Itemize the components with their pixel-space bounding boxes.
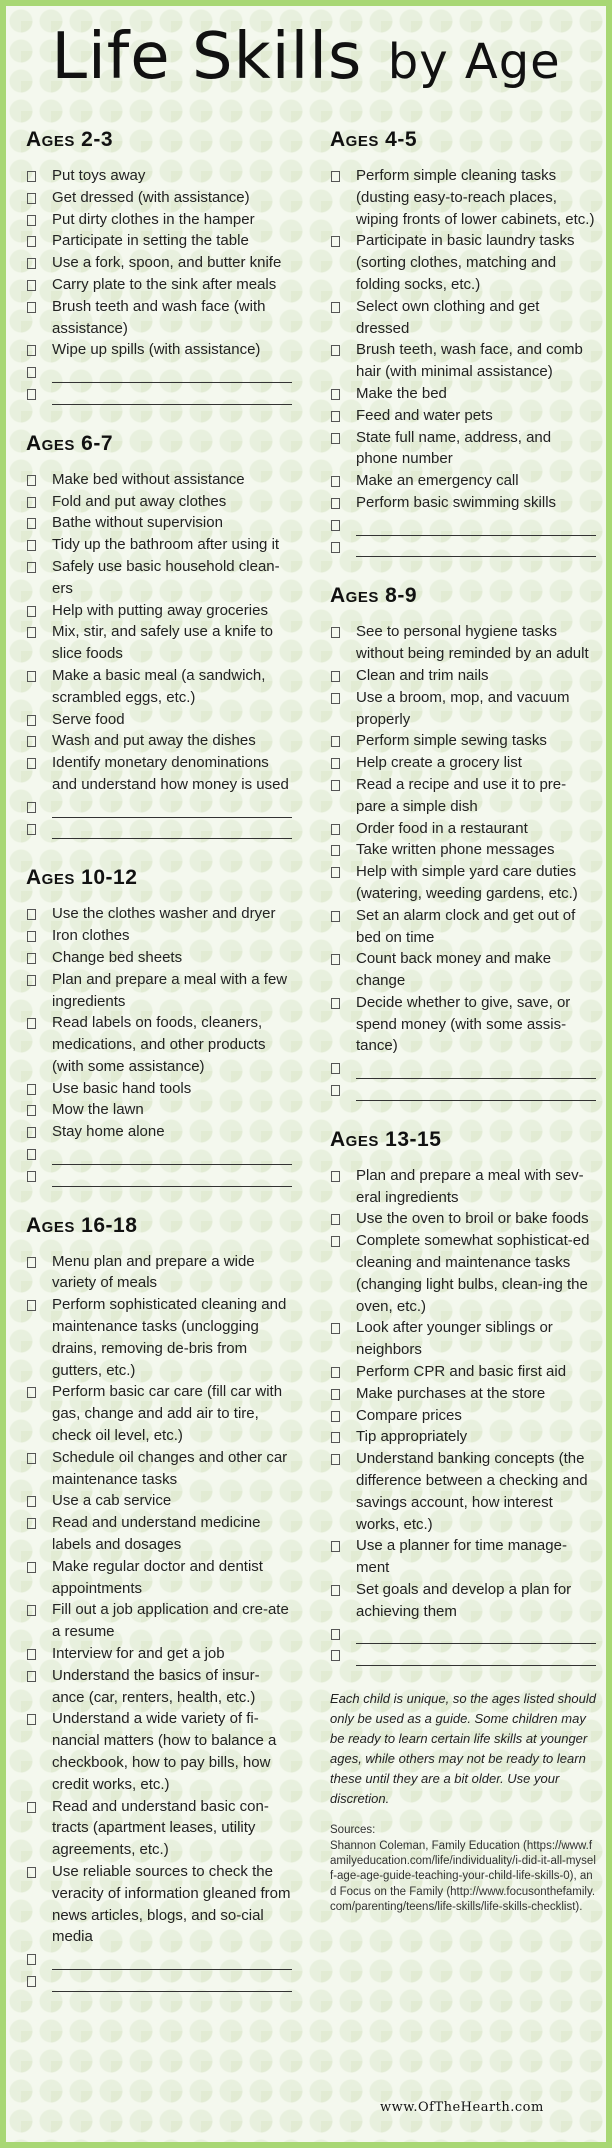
checklist-item [330, 339, 596, 383]
checklist-item-text: Clean and trim nails [356, 666, 489, 684]
checklist-item-text: Take written phone messages [356, 841, 555, 859]
age-section [26, 432, 292, 840]
checkbox-icon[interactable] [27, 909, 36, 920]
section-heading: Ages 13-15 [330, 1127, 442, 1151]
checklist-item-text: Count back money and make change [356, 950, 552, 990]
checklist-item [26, 534, 292, 556]
checklist-item-text: Complete somewhat sophisticat-ed cleaning and maintenance tasks (changing light bulbs, clean-ing the oven, etc.) [356, 1232, 590, 1315]
checklist-item-text: Perform basic car care (fill car with gas, change and add air to tire, check oil level, etc.) [52, 1383, 283, 1445]
checklist-item [26, 1708, 292, 1795]
checklist-item-text: Iron clothes [52, 927, 130, 945]
checklist-item [26, 969, 292, 1013]
checklist-item [330, 905, 596, 949]
section-heading: Ages 2-3 [26, 128, 114, 151]
checkbox-icon[interactable] [27, 1867, 36, 1878]
checkbox-icon[interactable] [27, 627, 36, 638]
checklist-item-text: Wash and put away the dishes [52, 732, 256, 750]
checklist-item-text: Order food in a restaurant [356, 819, 528, 837]
checkbox-icon[interactable] [331, 1411, 340, 1422]
checkbox-icon[interactable] [331, 824, 340, 835]
checkbox-icon[interactable] [331, 302, 340, 313]
checkbox-icon[interactable] [331, 1585, 340, 1596]
checkbox-icon[interactable] [331, 736, 340, 747]
checkbox-icon[interactable] [27, 1976, 36, 1987]
checkbox-icon[interactable] [27, 824, 36, 835]
blank-line[interactable] [52, 368, 292, 383]
checklist-item-text: Decide whether to give, save, or spend money (with some assis-tance) [356, 993, 571, 1055]
checkbox-icon[interactable] [27, 193, 36, 204]
checklist-item-text: Use a fork, spoon, and butter knife [52, 254, 282, 272]
blank-line[interactable] [52, 1150, 292, 1165]
blank-checklist-item [330, 1079, 596, 1101]
checklist-item [330, 470, 596, 492]
checklist-item-text: Read and understand medicine labels and dosages [52, 1514, 261, 1554]
checklist-item-text: Perform simple cleaning tasks (dusting easy-to-reach places, wiping fronts of lower cabinets, etc.) [356, 167, 595, 228]
age-section [26, 128, 292, 405]
sources-text: Shannon Coleman, Family Education (https://www.familyeducation.com/life/individuality/i-did-it-all-myself-age-age-guide-teaching-your-child-life-skills-0), and Focus on the Family (http://www.focusonthefamily.com/parenting/teens/life-skills/life-skills-checklist). [330, 1839, 596, 1914]
checkbox-icon[interactable] [331, 627, 340, 638]
checklist-item-text: Get dressed (with assistance) [52, 188, 250, 206]
left-column [26, 128, 292, 2019]
checklist-item [330, 1535, 596, 1579]
checklist-item [26, 187, 292, 209]
checklist-item-text: Fill out a job application and cre-ate a resume [52, 1601, 289, 1641]
checklist-item [26, 1251, 292, 1295]
checklist-item-text: Participate in setting the table [52, 232, 249, 250]
sources [330, 1823, 596, 1915]
checkbox-icon[interactable] [27, 1802, 36, 1813]
checklist-item [330, 1405, 596, 1427]
checkbox-icon[interactable] [27, 475, 36, 486]
checklist-item-text: Understand a wide variety of fi-nancial matters (how to balance a checkbook, how to pay bills, how credit works, etc.) [52, 1710, 277, 1793]
blank-checklist-item [26, 1165, 292, 1187]
checkbox-icon[interactable] [27, 497, 36, 508]
checklist-item [330, 405, 596, 427]
checklist-item-text: Schedule oil changes and other car maintenance tasks [52, 1448, 288, 1488]
section-heading: Ages 6-7 [26, 431, 114, 455]
checklist-item [330, 1579, 596, 1623]
checklist-item [26, 1512, 292, 1556]
checkbox-icon[interactable] [331, 1214, 340, 1225]
checklist-item-text: Understand the basics of insur-ance (car, renters, health, etc.) [52, 1666, 260, 1706]
checkbox-icon[interactable] [27, 1300, 36, 1311]
checkbox-icon[interactable] [27, 518, 36, 529]
checklist-item [26, 1796, 292, 1861]
checklist-item [330, 1383, 596, 1405]
checklist-item-text: Menu plan and prepare a wide variety of meals [52, 1252, 255, 1292]
age-section [26, 1214, 292, 1992]
checklist-item-text: Feed and water pets [356, 406, 493, 424]
checkbox-icon[interactable] [331, 845, 340, 856]
checklist-item-text: Make bed without assistance [52, 470, 245, 488]
checkbox-icon[interactable] [27, 1954, 36, 1965]
checklist-item [26, 1099, 292, 1121]
section-heading: Ages 16-18 [26, 1213, 138, 1237]
checklist-item [330, 1165, 596, 1209]
checkbox-icon[interactable] [331, 1323, 340, 1334]
checklist-item [330, 1317, 596, 1361]
blank-line[interactable] [52, 824, 292, 839]
checklist-item-text: Perform CPR and basic first aid [356, 1363, 567, 1381]
checklist-item [330, 296, 596, 340]
checklist-item-text: Mow the lawn [52, 1101, 144, 1119]
checklist-item-text: Understand banking concepts (the difference between a checking and savings account, how interest works, etc.) [356, 1450, 588, 1533]
checkbox-icon[interactable] [331, 345, 340, 356]
blank-checklist-item [26, 1143, 292, 1165]
checklist-item-text: Perform sophisticated cleaning and maintenance tasks (unclogging drains, removing de-bris from gutters, etc.) [52, 1296, 287, 1379]
checklist-item-text: Select own clothing and get dressed [356, 297, 540, 337]
checklist-item-text: Help with putting away groceries [52, 601, 268, 619]
checklist-item-text: Put toys away [52, 167, 146, 184]
checklist-item-text: Make the bed [356, 384, 447, 402]
checklist-item-text: Read labels on foods, cleaners, medications, and other products (with some assistance) [52, 1014, 266, 1075]
checkbox-icon[interactable] [27, 1518, 36, 1529]
checklist-item [26, 1381, 292, 1446]
blank-checklist-item [26, 1970, 292, 1992]
checklist-item-text: State full name, address, and phone number [356, 428, 552, 468]
blank-line[interactable] [52, 1977, 292, 1992]
blank-line[interactable] [356, 1086, 596, 1101]
checklist-item [330, 687, 596, 731]
checklist-item-text: Read and understand basic con-tracts (apartment leases, utility agreements, etc.) [52, 1797, 269, 1859]
checkbox-icon[interactable] [27, 715, 36, 726]
checklist-item-text: Tip appropriately [356, 1428, 468, 1446]
checkbox-icon[interactable] [331, 433, 340, 444]
blank-line[interactable] [356, 1064, 596, 1079]
checklist-item [26, 274, 292, 296]
checkbox-icon[interactable] [331, 911, 340, 922]
checklist-item-text: Interview for and get a job [52, 1645, 225, 1663]
checkbox-icon[interactable] [331, 411, 340, 422]
checkbox-icon[interactable] [331, 542, 340, 553]
checklist-item-text: Plan and prepare a meal with a few ingredients [52, 970, 288, 1010]
checklist-item-text: Plan and prepare a meal with sev-eral ingredients [356, 1166, 584, 1206]
checkbox-icon[interactable] [331, 171, 340, 182]
checklist-item [26, 252, 292, 274]
checklist-item-text: Change bed sheets [52, 948, 183, 966]
checklist-item [26, 469, 292, 491]
checkbox-icon[interactable] [27, 1671, 36, 1682]
age-section [330, 128, 596, 557]
blank-line[interactable] [52, 1955, 292, 1970]
checkbox-icon[interactable] [27, 1649, 36, 1660]
checklist-item [26, 556, 292, 600]
checklist-item-text: Brush teeth, wash face, and comb hair (with minimal assistance) [356, 341, 583, 381]
checklist-item [330, 492, 596, 514]
blank-checklist-item [330, 1623, 596, 1645]
checklist-item [26, 1643, 292, 1665]
checklist-item-text: Serve food [52, 710, 125, 728]
blank-checklist-item [330, 1057, 596, 1079]
section-heading: Ages 4-5 [330, 128, 418, 151]
blank-line[interactable] [52, 1172, 292, 1187]
checklist-item [330, 665, 596, 687]
checkbox-icon[interactable] [331, 1171, 340, 1182]
checkbox-icon[interactable] [331, 498, 340, 509]
checkbox-icon[interactable] [331, 954, 340, 965]
checklist-item-text: Use the clothes washer and dryer [52, 905, 276, 923]
checklist-item [330, 230, 596, 295]
checklist-item [26, 752, 292, 796]
checkbox-icon[interactable] [27, 236, 36, 247]
checklist-item-text: Look after younger siblings or neighbors [356, 1319, 553, 1359]
checklist-item-text: Tidy up the bathroom after using it [52, 536, 280, 554]
checkbox-icon[interactable] [331, 476, 340, 487]
checkbox-icon[interactable] [27, 562, 36, 573]
checklist-item [330, 165, 596, 230]
checklist-item-text: Make regular doctor and dentist appointments [52, 1557, 263, 1597]
checkbox-icon[interactable] [27, 258, 36, 269]
title-by-age: by Age [387, 34, 561, 90]
checklist-item [26, 1861, 292, 1948]
checklist-item-text: Identify monetary denominations and understand how money is used [52, 754, 289, 793]
checkbox-icon[interactable] [27, 389, 36, 400]
checkbox-icon[interactable] [331, 671, 340, 682]
checkbox-icon[interactable] [27, 1149, 36, 1160]
checklist-item [330, 730, 596, 752]
checklist-item [26, 1556, 292, 1600]
checkbox-icon[interactable] [27, 1257, 36, 1268]
checkbox-icon[interactable] [27, 1018, 36, 1029]
checklist-item [330, 861, 596, 905]
checkbox-icon[interactable] [27, 758, 36, 769]
checkbox-icon[interactable] [331, 693, 340, 704]
checkbox-icon[interactable] [331, 1236, 340, 1247]
title-main: Life Skills [51, 20, 363, 94]
checklist-item [26, 491, 292, 513]
checklist-item [330, 1426, 596, 1448]
checklist-item-text: Use basic hand tools [52, 1079, 192, 1097]
blank-line[interactable] [356, 1651, 596, 1666]
checklist-item-text: Make an emergency call [356, 472, 519, 490]
checklist-item [26, 1078, 292, 1100]
blank-checklist-item [330, 536, 596, 558]
blank-checklist-item [330, 514, 596, 536]
checklist-item-text: Perform simple sewing tasks [356, 732, 547, 750]
checkbox-icon[interactable] [27, 802, 36, 813]
right-sections [330, 128, 596, 1666]
checkbox-icon[interactable] [27, 736, 36, 747]
checklist-item [26, 209, 292, 231]
checkbox-icon[interactable] [27, 540, 36, 551]
checklist-item [26, 339, 292, 361]
checklist-item [330, 1230, 596, 1317]
checkbox-icon[interactable] [331, 1085, 340, 1096]
section-heading: Ages 8-9 [330, 584, 418, 608]
checklist-item [26, 512, 292, 534]
checkbox-icon[interactable] [331, 867, 340, 878]
sources-label: Sources: [330, 1824, 376, 1837]
disclaimer-note: Each child is unique, so the ages listed should only be used as a guide. Some children may be ready to learn certain life skills at younger ages, while others may not be ready to learn these until they are a bit older. Use your discretion. [330, 1691, 596, 1807]
checklist-item [26, 1012, 292, 1077]
blank-line[interactable] [356, 542, 596, 557]
blank-checklist-item [330, 1644, 596, 1666]
checklist-item [330, 818, 596, 840]
checkbox-icon[interactable] [331, 1389, 340, 1400]
checklist-item-text: Make a basic meal (a sandwich, scrambled eggs, etc.) [52, 666, 266, 706]
checklist-item-text: Wipe up spills (with assistance) [52, 341, 261, 359]
blank-line[interactable] [52, 803, 292, 818]
checklist-item [26, 165, 292, 187]
checklist-item [26, 1447, 292, 1491]
checklist-item-text: See to personal hygiene tasks without being reminded by an adult [356, 623, 589, 663]
checklist-item-text: Fold and put away clothes [52, 492, 227, 510]
checkbox-icon[interactable] [331, 1629, 340, 1640]
checklist-item [26, 600, 292, 622]
checkbox-icon[interactable] [27, 953, 36, 964]
blank-checklist-item [26, 383, 292, 405]
blank-checklist-item [26, 818, 292, 840]
checklist-item [330, 621, 596, 665]
checklist-item [26, 665, 292, 709]
blank-checklist-item [26, 796, 292, 818]
checklist-item-text: Make purchases at the store [356, 1384, 546, 1402]
checklist-item-text: Use reliable sources to check the veracity of information gleaned from news articles, blogs, and so-cial media [52, 1862, 291, 1946]
checkbox-icon[interactable] [331, 1541, 340, 1552]
checkbox-icon[interactable] [27, 975, 36, 986]
checklist-item-text: Use a cab service [52, 1492, 172, 1510]
checklist-item [26, 947, 292, 969]
checkbox-icon[interactable] [27, 1105, 36, 1116]
checklist-item-text: Perform basic swimming skills [356, 493, 557, 511]
checkbox-icon[interactable] [331, 998, 340, 1009]
age-section [330, 584, 596, 1101]
checkbox-icon[interactable] [27, 931, 36, 942]
checklist-item-text: Brush teeth and wash face (with assistance) [52, 297, 266, 337]
checklist-item [26, 1294, 292, 1381]
checklist-item-text: Participate in basic laundry tasks (sorting clothes, matching and folding socks, etc.) [356, 232, 575, 293]
checkbox-icon[interactable] [331, 389, 340, 400]
checkbox-icon[interactable] [27, 1605, 36, 1616]
checklist-item-text: Use a broom, mop, and vacuum properly [356, 688, 570, 728]
checkbox-icon[interactable] [331, 1454, 340, 1465]
checklist-item-text: Carry plate to the sink after meals [52, 275, 277, 293]
checklist-item [26, 296, 292, 340]
checklist-item [330, 427, 596, 471]
checklist-item [330, 752, 596, 774]
checkbox-icon[interactable] [27, 215, 36, 226]
section-heading: Ages 10-12 [26, 866, 138, 890]
checklist-item [330, 948, 596, 992]
checklist-item [26, 621, 292, 665]
checkbox-icon[interactable] [331, 780, 340, 791]
checkbox-icon[interactable] [27, 1127, 36, 1138]
age-section [330, 1128, 596, 1666]
site-url: www.OfTheHearth.com [380, 2100, 544, 2115]
blank-checklist-item [26, 1948, 292, 1970]
checklist-item [26, 1599, 292, 1643]
checklist-item [26, 230, 292, 252]
checklist-item [330, 1208, 596, 1230]
checklist-item-text: Set an alarm clock and get out of bed on time [356, 906, 576, 946]
checklist-item-text: Help with simple yard care duties (watering, weeding gardens, etc.) [356, 863, 578, 902]
checkbox-icon[interactable] [331, 236, 340, 247]
checkbox-icon[interactable] [331, 1650, 340, 1661]
checklist-item-text: Help create a grocery list [356, 754, 522, 772]
checkbox-icon[interactable] [27, 1496, 36, 1507]
checklist-item [26, 903, 292, 925]
checkbox-icon[interactable] [27, 1453, 36, 1464]
checklist-item [26, 730, 292, 752]
checkbox-icon[interactable] [27, 280, 36, 291]
checklist-item [330, 1361, 596, 1383]
checklist-item [330, 992, 596, 1057]
checklist-item-text: Stay home alone [52, 1123, 165, 1141]
blank-line[interactable] [356, 1629, 596, 1644]
checklist-item-text: Use a planner for time manage-ment [356, 1537, 567, 1577]
checkbox-icon[interactable] [27, 1714, 36, 1725]
checkbox-icon[interactable] [27, 1084, 36, 1095]
checklist-item [26, 1121, 292, 1143]
checklist-item [330, 383, 596, 405]
checkbox-icon[interactable] [27, 1387, 36, 1398]
checklist-item [26, 1665, 292, 1709]
checkbox-icon[interactable] [331, 520, 340, 531]
checklist-item-text: Bathe without supervision [52, 514, 223, 532]
checkbox-icon[interactable] [27, 345, 36, 356]
page-title [0, 22, 612, 97]
checkbox-icon[interactable] [27, 367, 36, 378]
right-column [330, 128, 596, 1916]
checklist-item-text: Set goals and develop a plan for achieving them [356, 1581, 572, 1620]
blank-line[interactable] [356, 521, 596, 536]
checkbox-icon[interactable] [27, 606, 36, 617]
checklist-item-text: Use the oven to broil or bake foods [356, 1210, 589, 1228]
checkbox-icon[interactable] [331, 758, 340, 769]
checklist-item [26, 709, 292, 731]
checklist-item [26, 925, 292, 947]
checkbox-icon[interactable] [27, 671, 36, 682]
checklist-item [330, 1448, 596, 1535]
checklist-item-text: Mix, stir, and safely use a knife to slice foods [52, 623, 273, 663]
checkbox-icon[interactable] [331, 1367, 340, 1378]
checklist-item-text: Compare prices [356, 1406, 462, 1424]
checklist-item [330, 839, 596, 861]
checkbox-icon[interactable] [27, 171, 36, 182]
blank-line[interactable] [52, 390, 292, 405]
checkbox-icon[interactable] [27, 302, 36, 313]
age-section [26, 866, 292, 1186]
checklist-item-text: Safely use basic household clean-ers [52, 557, 280, 597]
checklist-item-text: Read a recipe and use it to pre-pare a simple dish [356, 775, 567, 815]
checklist-item [26, 1490, 292, 1512]
blank-checklist-item [26, 361, 292, 383]
checkbox-icon[interactable] [331, 1432, 340, 1443]
checkbox-icon[interactable] [27, 1562, 36, 1573]
checklist-item [330, 774, 596, 818]
checklist-item-text: Put dirty clothes in the hamper [52, 210, 255, 228]
checkbox-icon[interactable] [27, 1171, 36, 1182]
checkbox-icon[interactable] [331, 1063, 340, 1074]
